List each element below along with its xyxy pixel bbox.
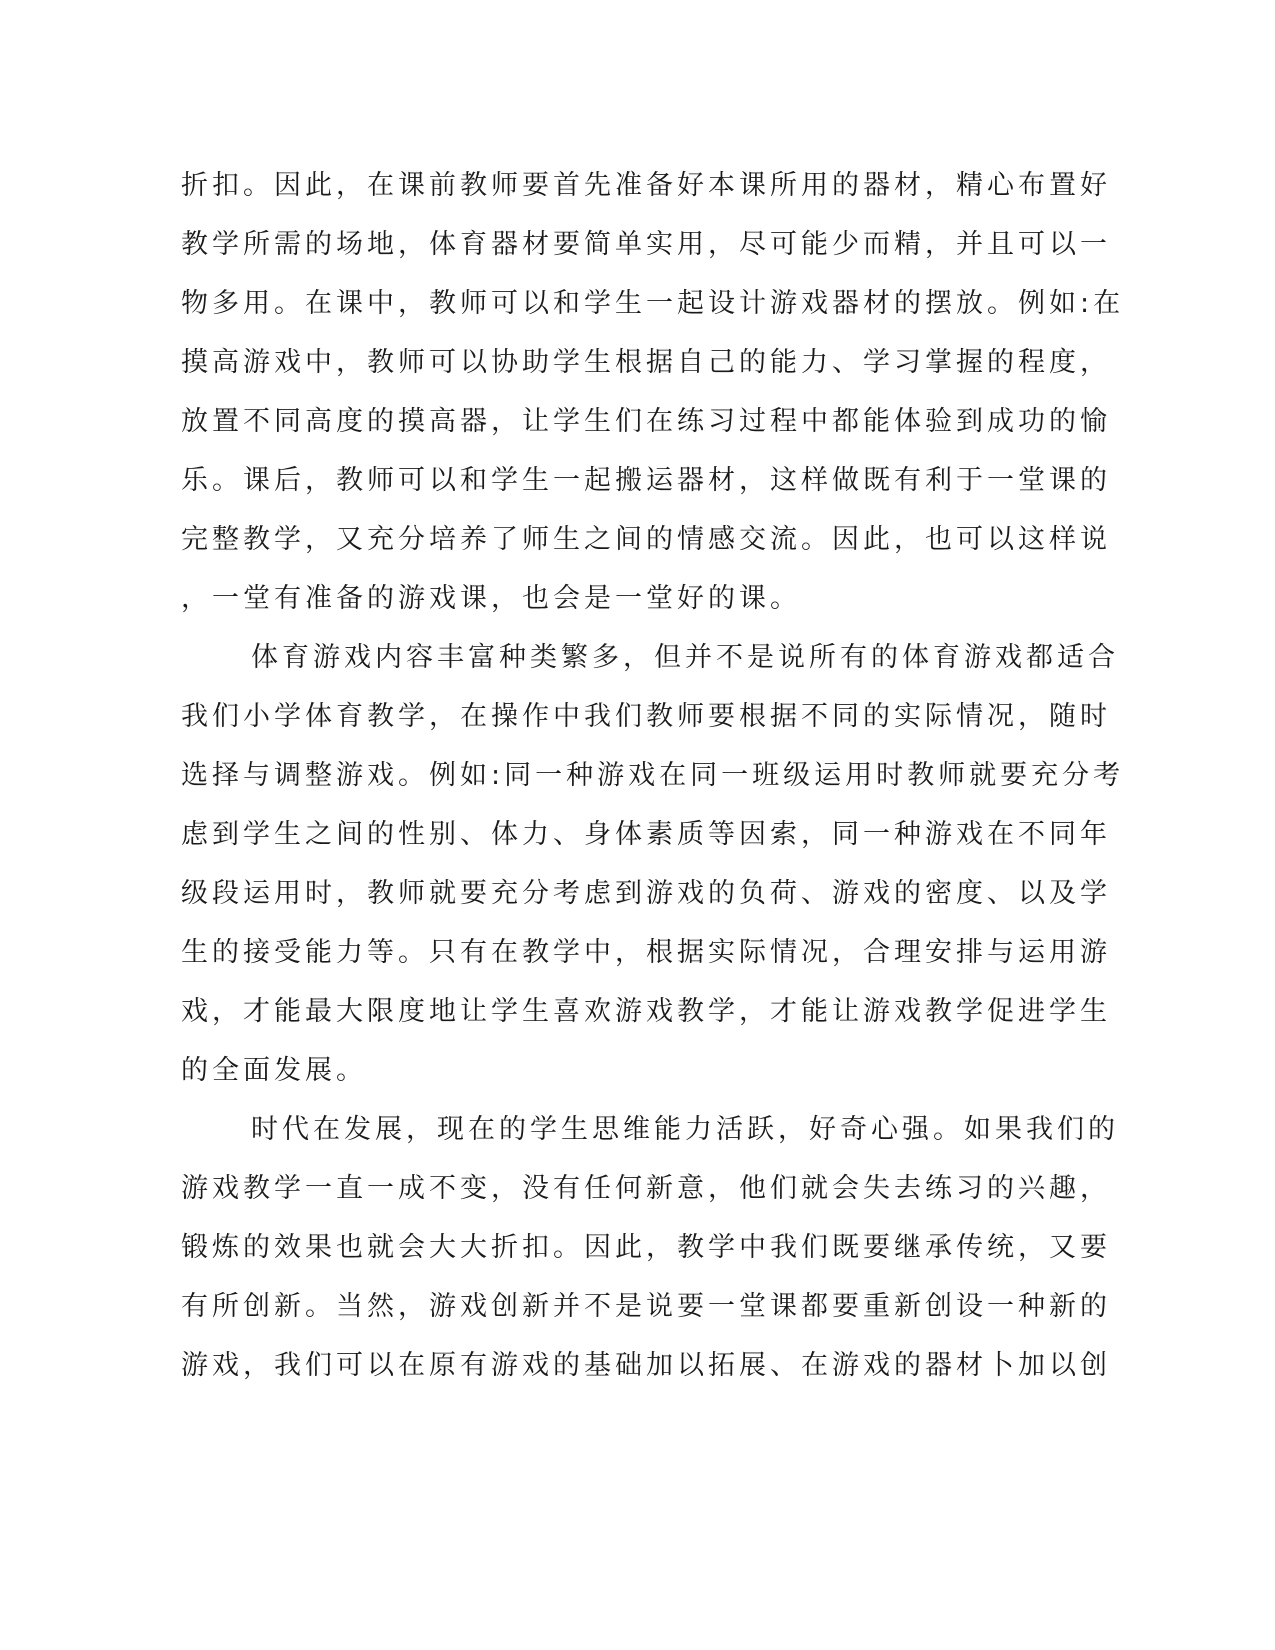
text-line: 物多用。在课中，教师可以和学生一起设计游戏器材的摆放。例如:在 <box>181 288 1125 319</box>
text-line: 有所创新。当然，游戏创新并不是说要一堂课都要重新创设一种新的 <box>181 1291 1111 1322</box>
text-line: 放置不同高度的摸高器，让学生们在练习过程中都能体验到成功的愉 <box>181 406 1111 437</box>
text-line: 级段运用时，教师就要充分考虑到游戏的负荷、游戏的密度、以及学 <box>181 878 1111 909</box>
text-line: 乐。课后，教师可以和学生一起搬运器材，这样做既有利于一堂课的 <box>181 465 1111 496</box>
text-line: 游戏教学一直一成不变，没有任何新意，他们就会失去练习的兴趣， <box>181 1173 1111 1204</box>
text-line: 游戏，我们可以在原有游戏的基础加以拓展、在游戏的器材卜加以创 <box>181 1350 1111 1381</box>
text-line: 摸高游戏中，教师可以协助学生根据自己的能力、学习掌握的程度， <box>181 347 1111 378</box>
paragraph-start-line: 时代在发展，现在的学生思维能力活跃，好奇心强。如果我们的 <box>251 1114 1119 1145</box>
text-line: 生的接受能力等。只有在教学中，根据实际情况，合理安排与运用游 <box>181 937 1111 968</box>
text-line: 折扣。因此，在课前教师要首先准备好本课所用的器材，精心布置好 <box>181 170 1111 201</box>
text-line: 的全面发展。 <box>181 1055 367 1086</box>
text-line: 教学所需的场地，体育器材要简单实用，尽可能少而精，并且可以一 <box>181 229 1111 260</box>
text-line: 我们小学体育教学，在操作中我们教师要根据不同的实际情况，随时 <box>181 701 1111 732</box>
text-line: 戏，才能最大限度地让学生喜欢游戏教学，才能让游戏教学促进学生 <box>181 996 1111 1027</box>
text-line: 锻炼的效果也就会大大折扣。因此，教学中我们既要继承传统，又要 <box>181 1232 1111 1263</box>
text-line: 选择与调整游戏。例如:同一种游戏在同一班级运用时教师就要充分考 <box>181 760 1125 791</box>
body-text <box>181 156 1125 1395</box>
text-line: 虑到学生之间的性别、体力、身体素质等因索，同一种游戏在不同年 <box>181 819 1111 850</box>
paragraph-start-line: 体育游戏内容丰富种类繁多，但并不是说所有的体育游戏都适合 <box>251 642 1119 673</box>
text-line: 完整教学，又充分培养了师生之间的情感交流。因此，也可以这样说 <box>181 524 1111 555</box>
text-line: ，一堂有准备的游戏课，也会是一堂好的课。 <box>181 583 801 614</box>
